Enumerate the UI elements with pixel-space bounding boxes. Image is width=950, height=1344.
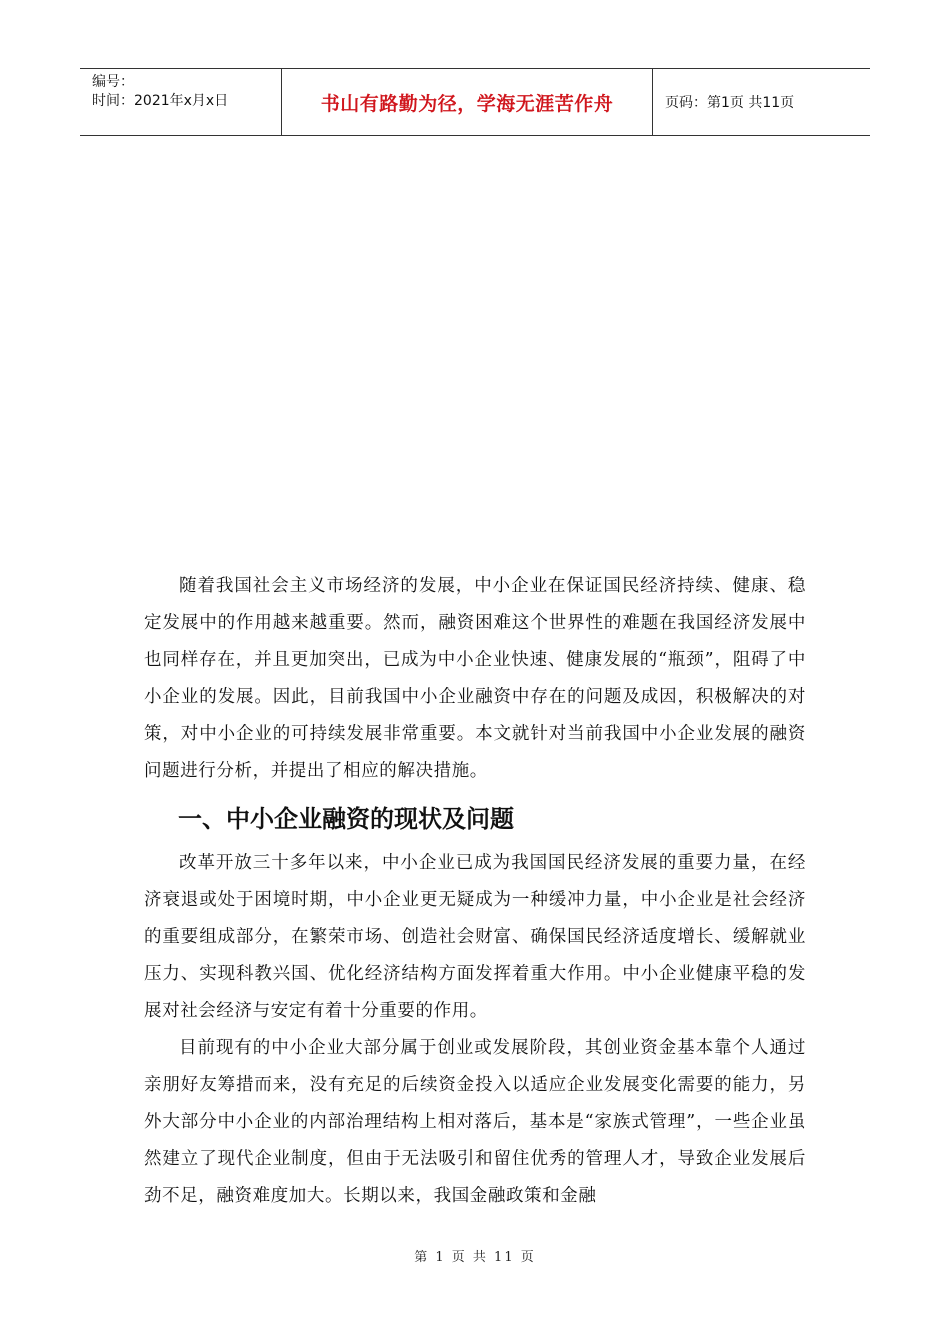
section-heading: 一、中小企业融资的现状及问题 — [178, 804, 514, 833]
document-body — [144, 568, 806, 1216]
header-motto: 书山有路勤为径，学海无涯苦作舟 — [282, 69, 653, 135]
header-meta-cell — [80, 69, 282, 135]
header-page-info: 页码：第1页 共11页 — [665, 95, 795, 111]
document-time-label: 时间：2021年x月x日 — [92, 93, 229, 109]
body-paragraph: 目前现有的中小企业大部分属于创业或发展阶段，其创业资金基本靠个人通过亲朋好友筹措而来，没有充足的后续资金投入以适应企业发展变化需要的能力，另外大部分中小企业的内部治理结构上相对落后，基本是“家族式管理”，一些企业虽然建立了现代企业制度，但由于无法吸引和留住优秀的管理人才，导致企业发展后劲不足，融资难度加大。长期以来，我国金融政策和金融 — [144, 1038, 806, 1207]
body-paragraph: 改革开放三十多年以来，中小企业已成为我国国民经济发展的重要力量，在经济衰退或处于困境时期，中小企业更无疑成为一种缓冲力量，中小企业是社会经济的重要组成部分，在繁荣市场、创造社会财富、确保国民经济适度增长、缓解就业压力、实现科教兴国、优化经济结构方面发挥着重大作用。中小企业健康平稳的发展对社会经济与安定有着十分重要的作用。 — [144, 852, 806, 1021]
page-footer: 第 1 页 共 11 页 — [414, 1250, 536, 1265]
document-header — [80, 68, 870, 136]
intro-paragraph: 随着我国社会主义市场经济的发展，中小企业在保证国民经济持续、健康、稳定发展中的作用越来越重要。然而，融资困难这个世界性的难题在我国经济发展中也同样存在，并且更加突出，已成为中小企业快速、健康发展的“瓶颈”，阻碍了中小企业的发展。因此，目前我国中小企业融资中存在的问题及成因，积极解决的对策，对中小企业的可持续发展非常重要。本文就针对当前我国中小企业发展的融资问题进行分析，并提出了相应的解决措施。 — [144, 576, 806, 782]
document-number-label: 编号： — [92, 74, 134, 90]
